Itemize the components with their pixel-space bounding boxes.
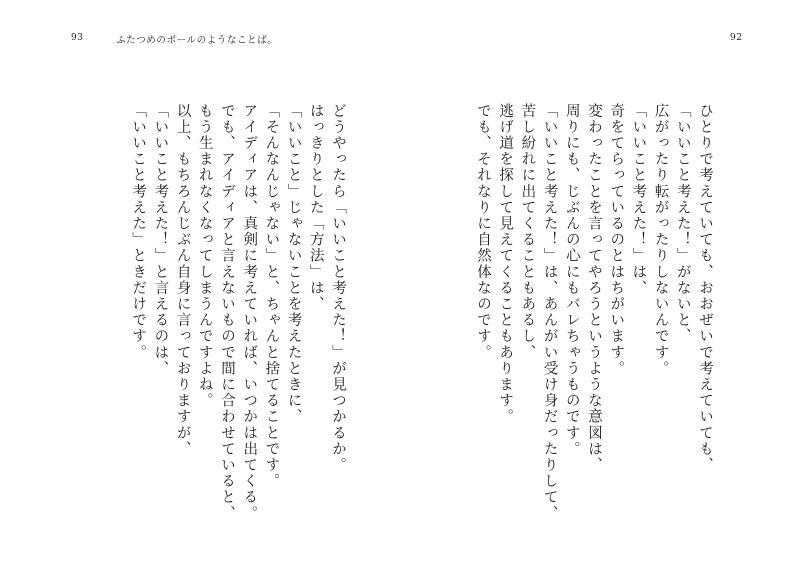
text-line: 「いいこと考えた」ときだけです。 [130, 103, 147, 361]
text-line: 周りにも、じぶんの心にもバレちゃうものです。 [563, 103, 580, 458]
text-line: アイディアは、真剣に考えていれば、いつかは出てくる。 [241, 103, 258, 522]
text-line: ひとりで考えていても、おおぜいで考えていても、 [697, 103, 713, 474]
left-page-number: 93 [71, 33, 84, 43]
text-line: 以上、もちろんじぶん自身に言っておりますが、 [174, 103, 191, 458]
text-line: どうやったら「いいこと考えた！」が見つかるか。 [330, 103, 346, 474]
text-line: でも、それなりに自然体なのです。 [474, 103, 491, 361]
text-line: でも、アイディアと言えないもので間に合わせていると、 [218, 103, 235, 522]
right-page-number: 92 [730, 33, 743, 43]
text-line: もう生まれなくなってしまうんですよね。 [196, 103, 213, 409]
text-line: 「いいこと考えた！」と言えるのは、 [152, 103, 169, 377]
text-line: 「いいこと考えた！」は、あんがい受け身だったりして、 [541, 103, 558, 522]
text-line: 奇をてらっているのとはちがいます。 [608, 103, 625, 377]
text-line: 「いいこと」じゃないことを考えたときに、 [285, 103, 302, 425]
text-line: 「そんなんじゃない」と、ちゃんと捨てることです。 [263, 103, 280, 490]
running-head: ふたつめのボールのようなことば。 [116, 35, 278, 46]
left-page-body [99, 103, 349, 522]
text-line: 逃げ道を探して見えてくることもあります。 [497, 103, 514, 425]
text-line: はっきりとした「方法」は、 [307, 103, 324, 313]
text-line: 変わったことを言ってやろうというような意図は、 [585, 103, 602, 474]
right-page-body [466, 103, 716, 522]
text-line: 「いいこと考えた！」がないと、 [674, 103, 691, 345]
text-line: 広がったり転がったりしないんです。 [652, 103, 669, 377]
text-line: 「いいこと考えた！」は、 [630, 103, 647, 297]
text-line: 苦し紛れに出てくることもあるし、 [519, 103, 536, 361]
